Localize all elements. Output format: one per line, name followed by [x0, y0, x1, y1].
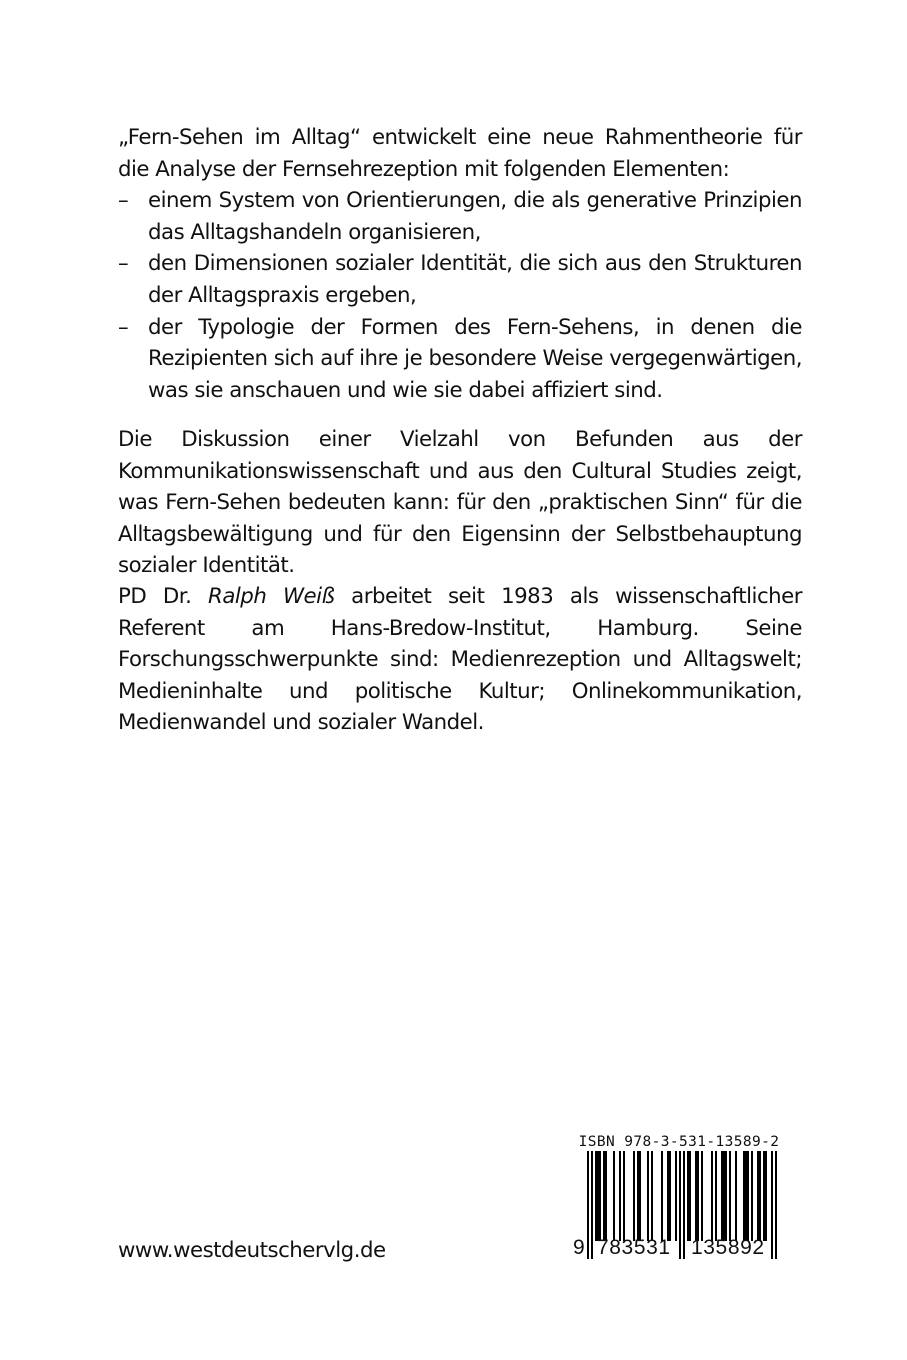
- intro-lead: „Fern-Sehen im Alltag“ entwickelt eine neue Rahmentheorie für die Analyse der Fernsehrezeption mit folgenden Elementen:: [118, 125, 802, 182]
- bullet-dash: –: [118, 314, 129, 340]
- isbn-barcode: [573, 1133, 785, 1275]
- barcode-bar: [605, 1151, 607, 1241]
- barcode-bar: [697, 1151, 699, 1241]
- barcode-bar: [637, 1151, 639, 1241]
- barcode-bar: [751, 1151, 753, 1241]
- isbn-label: ISBN 978-3-531-13589-2: [578, 1134, 780, 1150]
- barcode-bar: [711, 1151, 713, 1241]
- barcode-bar: [695, 1151, 697, 1241]
- list-item: [118, 185, 802, 248]
- barcode-bar: [723, 1151, 725, 1241]
- list-item-text: einem System von Orientierungen, die als generative Prinzipien das Alltagshandeln organisieren,: [148, 188, 802, 245]
- barcode-bar: [667, 1151, 669, 1241]
- discussion-text: Die Diskussion einer Vielzahl von Befunden aus der Kommunikationswissenschaft und aus den Cultural Studies zeigt, was Fern-Sehen bedeuten kann: für den „praktischen Sinn“ für die Alltagsbewältigung und für den Eigensinn der Selbstbehauptung sozialer Identität.: [118, 427, 802, 579]
- barcode-bar: [759, 1151, 761, 1241]
- barcode-bar: [725, 1151, 727, 1241]
- barcode-left-digits: 783531: [597, 1236, 671, 1259]
- barcode-bar: [647, 1151, 649, 1241]
- barcode-bar: [651, 1151, 653, 1241]
- list-item: [118, 312, 802, 407]
- publisher-website: www.westdeutschervlg.de: [118, 1238, 386, 1263]
- barcode-bar: [765, 1151, 767, 1241]
- barcode-bar: [721, 1151, 723, 1241]
- barcode-bar: [715, 1151, 717, 1241]
- barcode-right-digits: 135892: [691, 1236, 765, 1259]
- author-section: [118, 581, 802, 739]
- barcode-bar: [599, 1151, 601, 1241]
- discussion-section: [118, 424, 802, 582]
- barcode-bar: [757, 1151, 759, 1241]
- author-bio: [118, 581, 802, 739]
- author-name: Ralph Weiß: [208, 584, 335, 609]
- barcode-bar: [701, 1151, 703, 1241]
- barcode-bar: [639, 1151, 641, 1241]
- list-item-text: den Dimensionen sozialer Identität, die sich aus den Strukturen der Alltagspraxis ergeben,: [148, 251, 802, 308]
- bullet-dash: –: [118, 251, 129, 277]
- barcode-bar: [729, 1151, 731, 1241]
- barcode-bar: [743, 1151, 745, 1241]
- barcode-digits: [573, 1235, 785, 1265]
- barcode-bar: [687, 1151, 689, 1241]
- barcode-bar: [669, 1151, 671, 1241]
- list-item-text: der Typologie der Formen des Fern-Sehens, in denen die Rezipienten sich auf ihre je besondere Weise vergegenwärtigen, was sie anschauen und wie sie dabei affiziert sind.: [148, 314, 802, 403]
- list-item: [118, 248, 802, 311]
- barcode-bar: [689, 1151, 691, 1241]
- barcode-bar: [763, 1151, 765, 1241]
- bullet-dash: –: [118, 188, 129, 214]
- element-list: [118, 185, 802, 406]
- barcode-bar: [747, 1151, 749, 1241]
- barcode-bar: [597, 1151, 599, 1241]
- barcode-bar: [633, 1151, 635, 1241]
- barcode-bar: [661, 1151, 663, 1241]
- barcode-bar: [603, 1151, 605, 1241]
- author-title: PD Dr.: [118, 584, 192, 609]
- barcode-bar: [613, 1151, 615, 1241]
- barcode-bar: [623, 1151, 625, 1241]
- barcode-bar: [619, 1151, 621, 1241]
- intro-section: [118, 122, 802, 406]
- barcode-first-digit: 9: [573, 1236, 586, 1259]
- barcode-bar: [595, 1151, 597, 1241]
- barcode-bar: [745, 1151, 747, 1241]
- barcode-bar: [735, 1151, 737, 1241]
- barcode-bar: [675, 1151, 677, 1241]
- author-bio-text: arbeitet seit 1983 als wissenschaftlicher Referent am Hans-Bredow-Institut, Hamburg. Seine Forschungsschwerpunkte sind: Medienrezeption und Alltagswelt; Medieninhalte und politische Kultur; Onlinekommunikation, Medienwandel und sozialer Wandel.: [118, 584, 803, 736]
